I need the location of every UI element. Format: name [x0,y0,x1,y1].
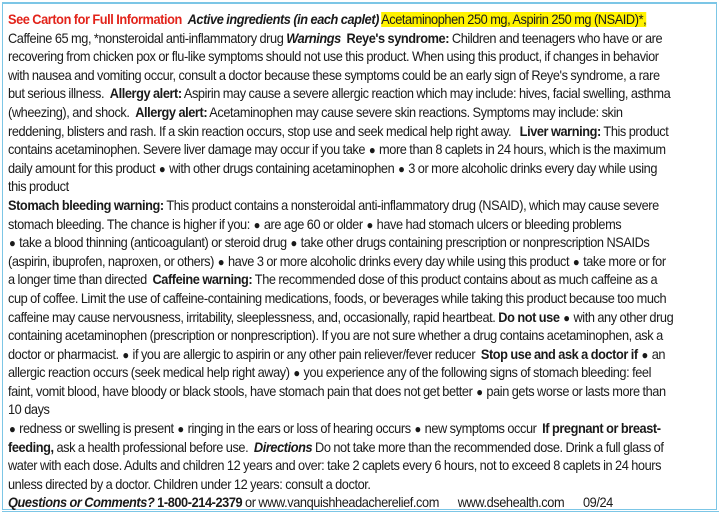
see-carton-notice: See Carton for Full Information [8,12,182,27]
allergy-alert-acetaminophen-heading: Allergy alert: [135,104,208,120]
allergy-alert-aspirin-text: Aspirin may cause a severe allergic reaction which may include: hives, facial swelling, asthma (wheezing), and shock. [8,86,671,120]
stop-use-bullet-4: redness or swelling is present [16,421,177,437]
dsehealth-link: www.dsehealth.com [457,495,565,511]
pregnant-heading: If pregnant or breast-feeding, [8,421,661,455]
bullet-icon: ● [253,217,261,232]
liver-bullet-2: with other drugs containing acetaminophen [166,160,398,176]
do-not-use-bullet-2: if you are allergic to aspirin or any other pain reliever/fever reducer [129,346,478,362]
directions-heading: Directions [253,439,313,455]
bullet-icon: ● [8,236,16,251]
active-ingredients-highlight: Acetaminophen 250 mg, Aspirin 250 mg (NSAID)*, [381,12,647,27]
bullet-icon: ● [572,254,580,269]
liver-warning-heading: Liver warning: [519,123,601,139]
active-ingredients-heading: Active ingredients (in each caplet) [187,12,380,27]
liver-warning-text: This product contains acetaminophen. Severe liver damage may occur if you take [8,123,669,158]
do-not-use-bullet-1: with any other drug containing acetaminophen (prescription or nonprescription). If you are not sure whether a drug contains acetaminophen, ask a doctor or pharmacist. [8,309,674,362]
bullet-icon: ● [290,236,297,251]
allergy-alert-aspirin-heading: Allergy alert: [109,86,182,102]
stomach-bullet-6: take more or for a longer time than directed [8,253,666,288]
bullet-icon: ● [217,254,225,269]
stop-use-bullet-2: you experience any of the following signs of stomach bleeding: feel faint, vomit blood, have bloody or black stools, have stomach pain that does not get better [8,365,652,399]
reyes-heading: Reye's syndrome: [346,30,450,46]
stomach-bullet-5: have 3 or more alcoholic drinks every day while using this product [225,253,572,269]
bullet-icon: ● [293,366,300,381]
stomach-bleeding-text: This product contains a nonsteroidal anti-inflammatory drug (NSAID), which may cause severe stomach bleeding. The chance is higher if you: [8,197,659,232]
website-link: or www.vanquishheadacherelief.com [242,495,439,511]
caffeine-warning-heading: Caffeine warning: [152,272,253,288]
bullet-icon: ● [398,161,405,176]
liver-bullet-1: more than 8 caplets in 24 hours, which is the maximum daily amount for this product [8,142,666,176]
bullet-icon: ● [476,384,483,399]
revision-date: 09/24 [582,495,613,511]
stomach-bullet-4: take other drugs containing prescription or nonprescription NSAIDs (aspirin, ibuprofen, naproxen, or others) [8,235,650,269]
stomach-bullet-3: take a blood thinning (anticoagulant) or steroid drug [16,235,290,251]
pregnant-text: ask a health professional before use. [53,439,252,455]
bottom-rule [2,511,719,512]
active-ingredients-paragraph [8,11,674,494]
stop-use-bullet-3: pain gets worse or lasts more than 10 days [8,383,666,418]
questions-heading: Questions or Comments? [8,495,155,511]
stop-use-bullet-1: an allergic reaction occurs (seek medical help right away) [8,346,666,381]
stop-use-bullet-6: new symptoms occur [421,421,540,437]
stomach-bullet-2: have had stomach ulcers or bleeding problems [373,216,622,232]
bullet-icon: ● [122,347,129,362]
reyes-text: Children and teenagers who have or are recovering from chicken pox or flu-like symptoms should not use this product. When using this product, if changes in behavior with nausea and vomiting occur, consult a doctor because these symptoms could be an early sign of Reye's syndrome, a rare but serious illness. [8,30,663,102]
drug-facts-panel [2,2,717,510]
stop-use-heading: Stop use and ask a doctor if [480,346,638,362]
bullet-icon: ● [641,347,648,362]
bullet-icon: ● [8,422,16,437]
stop-use-bullet-5: ringing in the ears or loss of hearing occurs [184,421,414,437]
caffeine-warning-text: The recommended dose of this product contains about as much caffeine as a cup of coffee. Limit the use of caffeine-containing medications, foods, or beverages while taking this product because too much caffeine may cause nervousness, irritability, sleeplessness, and, occasionally, rapid heartbeat. [8,272,667,325]
liver-bullet-3: 3 or more alcoholic drinks every day while using this product [8,160,658,195]
phone-number: 1-800-214-2379 [154,495,243,511]
drug-facts-text [8,11,674,513]
warnings-heading: Warnings [286,30,341,46]
bullet-icon: ● [177,422,184,437]
do-not-use-heading: Do not use [498,309,560,325]
bullet-icon: ● [368,143,376,158]
allergy-alert-acetaminophen-text: Acetaminophen may cause severe skin reactions. Symptoms may include: skin reddening, blisters and rash. If a skin reaction occurs, stop use and seek medical help right away. [8,104,623,139]
bullet-icon: ● [414,422,421,437]
stomach-bullet-1: are age 60 or older [260,216,366,232]
bullet-icon: ● [563,310,570,325]
bullet-icon: ● [158,161,166,176]
stomach-bleeding-heading: Stomach bleeding warning: [8,197,164,213]
directions-text: Do not take more than the recommended dose. Drink a full glass of water with each dose. Adults and children 12 years and over: take 2 caplets every 6 hours, not to exceed 8 caplets in 24 hours unless directed by a doctor. Children under 12 years: consult a doctor. [8,439,664,492]
bullet-icon: ● [366,217,373,232]
caffeine-ingredient: Caffeine 65 mg, *nonsteroidal anti-inflammatory drug [8,30,287,46]
